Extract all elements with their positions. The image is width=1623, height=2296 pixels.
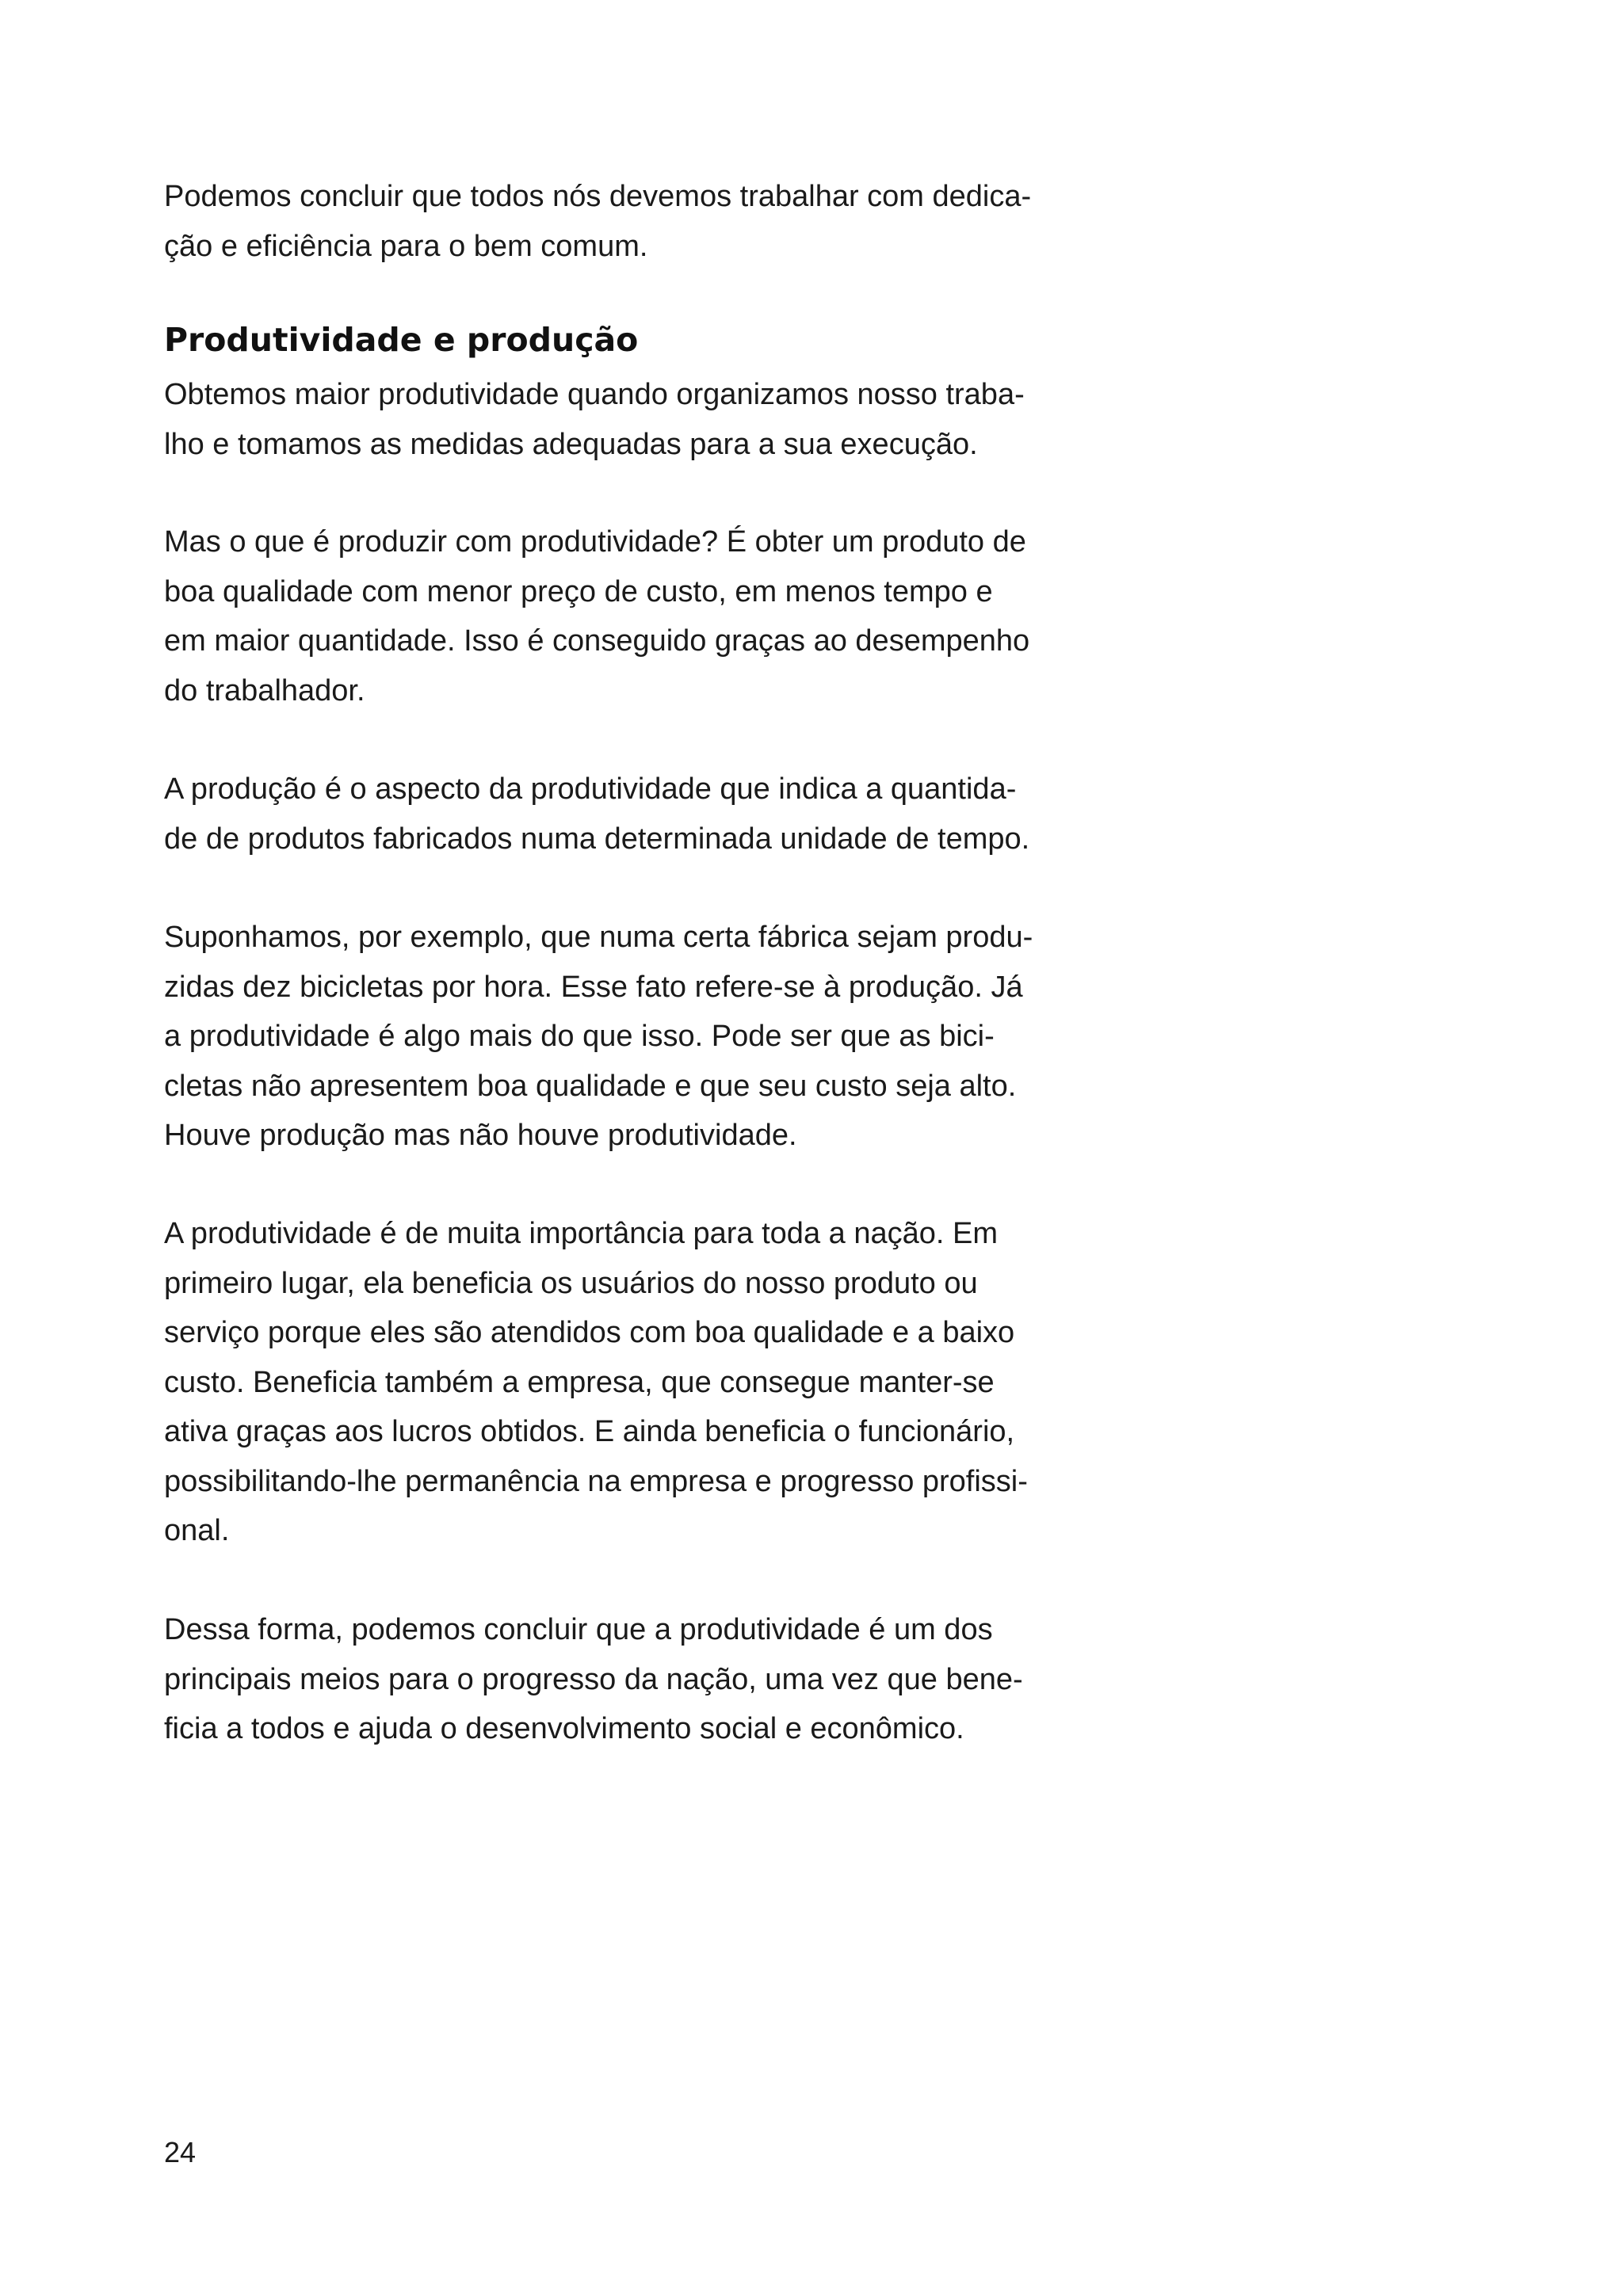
paragraph-6 (164, 1605, 1052, 1754)
text-line: Podemos concluir que todos nós devemos trabalhar com dedica- (164, 180, 1032, 213)
text-line: do trabalhador. (164, 673, 365, 707)
text-line: ativa graças aos lucros obtidos. E ainda beneficia o funcionário, (164, 1415, 1015, 1448)
text-line: primeiro lugar, ela beneficia os usuários do nosso produto ou (164, 1266, 978, 1300)
text-line: lho e tomamos as medidas adequadas para a sua execução. (164, 427, 978, 461)
text-line: possibilitando-lhe permanência na empresa e progresso profissi- (164, 1464, 1028, 1498)
text-line: em maior quantidade. Isso é conseguido graças ao desempenho (164, 624, 1030, 658)
text-line: onal. (164, 1514, 230, 1547)
text-line: Houve produção mas não houve produtividade. (164, 1119, 797, 1152)
text-line: serviço porque eles são atendidos com boa qualidade e a baixo (164, 1316, 1015, 1349)
text-line: A produção é o aspecto da produtividade que indica a quantida- (164, 772, 1017, 806)
text-line: de de produtos fabricados numa determinada unidade de tempo. (164, 822, 1030, 856)
text-line: zidas dez bicicletas por hora. Esse fato refere-se à produção. Já (164, 970, 1023, 1004)
text-line: ção e eficiência para o bem comum. (164, 229, 648, 263)
text-line: Obtemos maior produtividade quando organizamos nosso traba- (164, 378, 1025, 411)
intro-paragraph (164, 172, 1052, 271)
text-line: Suponhamos, por exemplo, que numa certa fábrica sejam produ- (164, 921, 1033, 954)
paragraph-1 (164, 370, 1052, 469)
text-line: cletas não apresentem boa qualidade e que seu custo seja alto. (164, 1069, 1017, 1103)
text-line: Dessa forma, podemos concluir que a produtividade é um dos (164, 1613, 993, 1646)
paragraph-2 (164, 517, 1052, 715)
text-line: ficia a todos e ajuda o desenvolvimento social e econômico. (164, 1712, 964, 1745)
page-number: 24 (164, 2136, 197, 2168)
text-line: a produtividade é algo mais do que isso. Pode ser que as bici- (164, 1020, 995, 1053)
text-line: A produtividade é de muita importância para toda a nação. Em (164, 1217, 998, 1250)
text-line: boa qualidade com menor preço de custo, em menos tempo e (164, 574, 993, 608)
paragraph-5 (164, 1209, 1052, 1556)
paragraph-3 (164, 765, 1052, 864)
text-line: Mas o que é produzir com produtividade? É obter um produto de (164, 525, 1026, 559)
text-line: principais meios para o progresso da nação, uma vez que bene- (164, 1662, 1023, 1696)
paragraph-4 (164, 913, 1052, 1161)
text-line: custo. Beneficia também a empresa, que consegue manter-se (164, 1365, 995, 1399)
section-heading: Produtividade e produção (164, 321, 639, 359)
